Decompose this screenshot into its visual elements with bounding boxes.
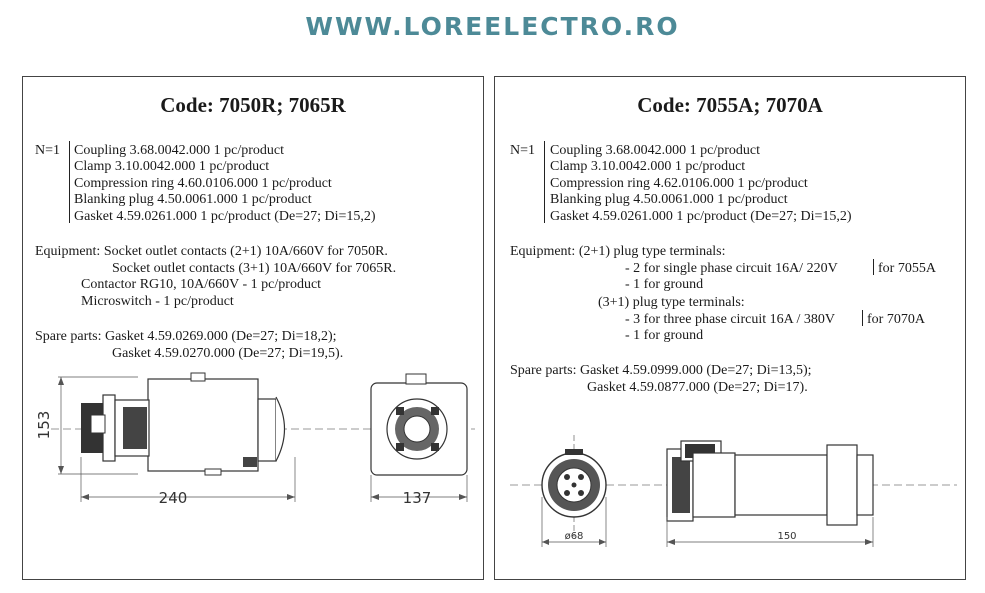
n-label: N=1 — [510, 143, 536, 158]
component-item: Gasket 4.59.0261.000 1 pc/product (De=27; Di=15,2) — [74, 209, 376, 224]
equipment-line: Socket outlet contacts (3+1) 10A/660V for 7065R. — [112, 261, 397, 276]
product-panel-7055a-7070a — [494, 76, 966, 580]
spare-parts-line: Gasket 4.59.0877.000 (De=27; Di=17). — [587, 380, 808, 395]
technical-drawing-7055a — [495, 77, 965, 579]
length-dimension: 150 — [777, 531, 797, 542]
width-dimension: 137 — [402, 489, 432, 507]
component-item: Blanking plug 4.50.0061.000 1 pc/product — [550, 192, 788, 207]
spare-parts-line: Spare parts: Gasket 4.59.0269.000 (De=27; Di=18,2); — [35, 329, 337, 344]
height-dimension: 153 — [35, 410, 53, 440]
spare-parts-line: Spare parts: Gasket 4.59.0999.000 (De=27; Di=13,5); — [510, 363, 812, 378]
product-code: Code: 7050R; 7065R — [160, 93, 346, 117]
product-code: Code: 7055A; 7070A — [637, 93, 823, 117]
equipment-line: Microswitch - 1 pc/product — [81, 294, 234, 309]
equipment-line: - 1 for ground — [625, 328, 704, 343]
component-item: Compression ring 4.60.0106.000 1 pc/product — [74, 176, 332, 191]
equipment-line: - 3 for three phase circuit 16A / 380V — [625, 312, 835, 327]
spare-parts-line: Gasket 4.59.0270.000 (De=27; Di=19,5). — [112, 346, 344, 361]
site-url: WWW.LOREELECTRO.RO — [305, 12, 680, 41]
equipment-line: Equipment: Socket outlet contacts (2+1) 10A/660V for 7050R. — [35, 244, 388, 259]
component-item: Coupling 3.68.0042.000 1 pc/product — [74, 143, 284, 158]
component-item: Blanking plug 4.50.0061.000 1 pc/product — [74, 192, 312, 207]
component-item: Compression ring 4.62.0106.000 1 pc/product — [550, 176, 808, 191]
component-item: Coupling 3.68.0042.000 1 pc/product — [550, 143, 760, 158]
n-label: N=1 — [35, 143, 61, 158]
equipment-line: Contactor RG10, 10A/660V - 1 pc/product — [81, 277, 322, 292]
component-item: Clamp 3.10.0042.000 1 pc/product — [74, 159, 270, 174]
diameter-dimension: ø68 — [564, 531, 584, 542]
component-item: Gasket 4.59.0261.000 1 pc/product (De=27; Di=15,2) — [550, 209, 852, 224]
technical-drawing-7050r — [23, 77, 483, 579]
equipment-target: for 7070A — [867, 312, 925, 327]
product-panel-7050r-7065r — [22, 76, 484, 580]
equipment-line: - 1 for ground — [625, 277, 704, 292]
equipment-line: - 2 for single phase circuit 16A/ 220V — [625, 261, 838, 276]
equipment-target: for 7055A — [878, 261, 936, 276]
equipment-line: Equipment: (2+1) plug type terminals: — [510, 244, 726, 259]
length-dimension: 240 — [158, 489, 188, 507]
equipment-line: (3+1) plug type terminals: — [598, 295, 745, 310]
component-item: Clamp 3.10.0042.000 1 pc/product — [550, 159, 746, 174]
